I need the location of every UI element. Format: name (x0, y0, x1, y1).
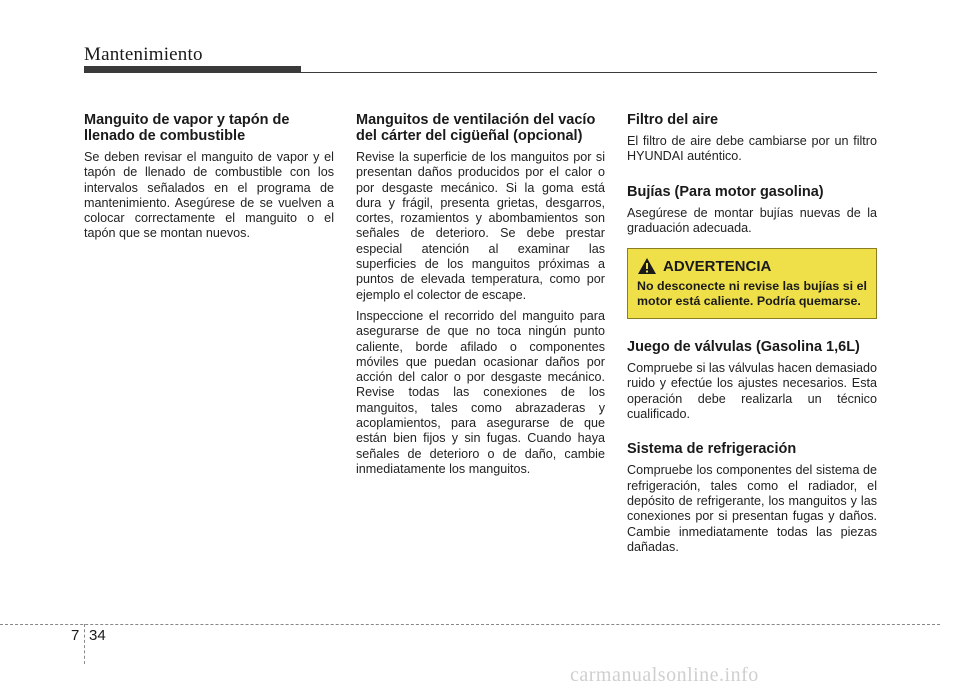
column-1 (84, 112, 334, 248)
section-heading-air-filter: Filtro del aire (627, 112, 719, 128)
page-number: 34 (89, 627, 106, 644)
warning-triangle-icon (637, 257, 657, 275)
warning-box (627, 248, 877, 319)
watermark: carmanualsonline.info (570, 664, 759, 686)
section-heading-spark-plugs: Bujías (Para motor gasolina) (627, 183, 824, 200)
section-heading-cooling: Sistema de refrigeración (627, 441, 797, 458)
paragraph: Inspeccione el recorrido del manguito para asegurarse de que no toca ningún punto caliente, borde afilado o componentes móviles que puedan ocasionar daños por acción del calor o por desgaste mecánico. Revise todas las conexiones de los manguitos, tales como abrazaderas y acoplamientos, para asegurarse de que están bien fijos y sin fugas. Cuando haya señales de deterioro o de daño, cambie inmediatamente los manguitos. (356, 308, 605, 476)
paragraph: Se deben revisar el manguito de vapor y el tapón de llenado de combustible con los intervalos señalados en el programa de mantenimiento. Asegúrese de se vuelven a colocar correctamente el manguito o el tapón que se montan nuevos. (84, 150, 334, 241)
paragraph: Compruebe los componentes del sistema de refrigeración, tales como el radiador, el depósito de refrigerante, los manguitos y las conexiones por si presentan fugas y daños. Cambie inmediatamente todas las piezas dañadas. (627, 463, 877, 554)
section-heading-valves: Juego de válvulas (Gasolina 1,6L) (627, 339, 860, 356)
footer-rule (0, 624, 940, 625)
warning-header (637, 257, 867, 275)
page-number-divider (84, 624, 85, 664)
column-3 (627, 112, 877, 561)
chapter-number: 7 (71, 627, 80, 644)
page-header-title: Mantenimiento (84, 44, 203, 65)
paragraph: El filtro de aire debe cambiarse por un filtro HYUNDAI auténtico. (627, 134, 877, 164)
header-accent-bar (84, 66, 301, 73)
header-rule (300, 72, 877, 73)
paragraph: Asegúrese de montar bujías nuevas de la graduación adecuada. (627, 205, 877, 235)
column-2 (356, 112, 605, 483)
paragraph: Revise la superficie de los manguitos por si presentan daños producidos por el calor o por desgaste mecánico. Si la goma está dura y frágil, presenta grietas, desgarros, cortes, rozamientos y abombamientos son señales de deterioro. Se debe prestar especial atención al examinar las superficies de los manguitos próximas a puntos de elevada temperatura, como por ejemplo el colector de escape. (356, 150, 605, 302)
paragraph: Compruebe si las válvulas hacen demasiado ruido y efectúe los ajustes necesarios. Esta operación debe realizarla un técnico cualificado. (627, 361, 877, 422)
warning-title: ADVERTENCIA (663, 257, 772, 275)
section-heading-vapor-hose: Manguito de vapor y tapón de llenado de combustible (84, 112, 290, 144)
warning-text: No desconecte ni revise las bujías si el motor está caliente. Podría quemarse. (637, 279, 867, 309)
section-heading-crankcase-hoses: Manguitos de ventilación del vacío del cárter del cigüeñal (opcional) (356, 112, 596, 144)
